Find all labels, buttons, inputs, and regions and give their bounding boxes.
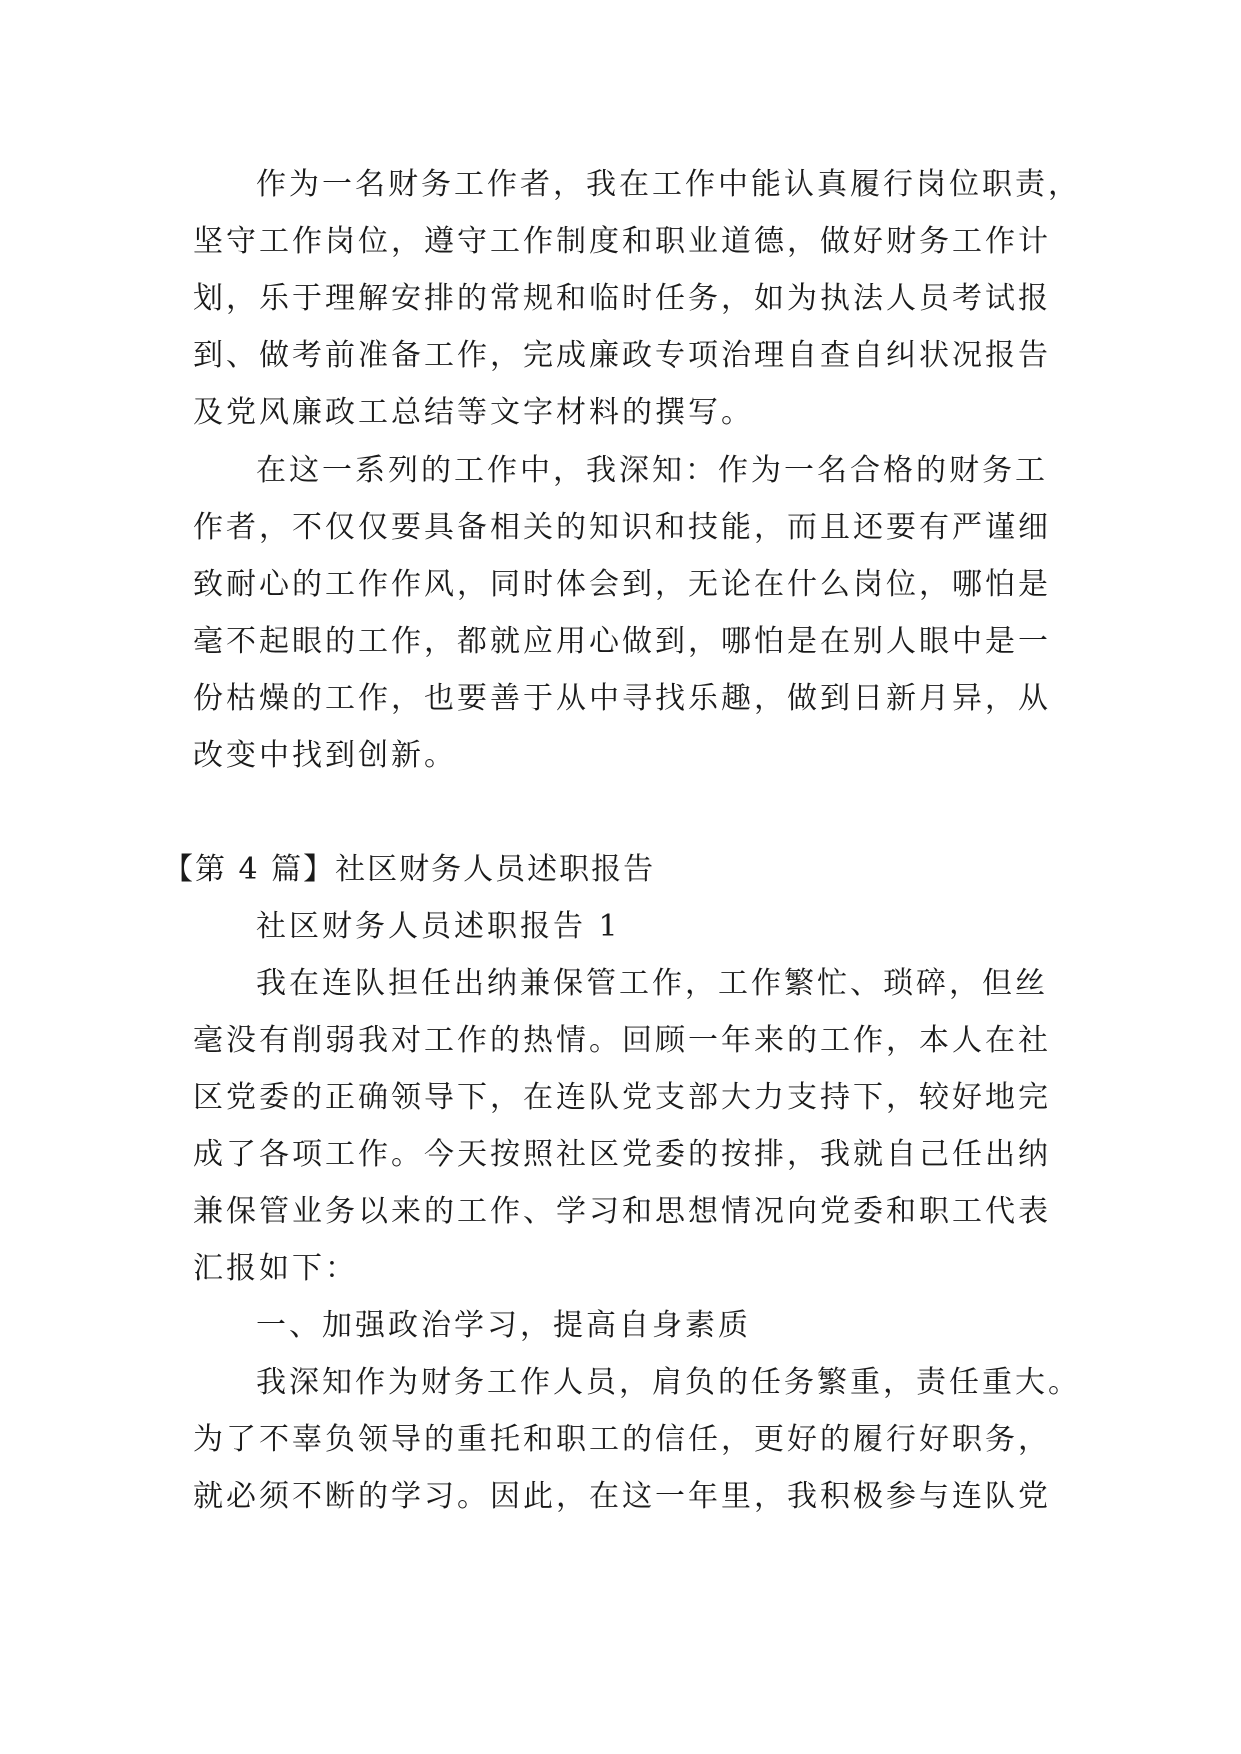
paragraph-line: 作为一名财务工作者，我在工作中能认真履行岗位职责， bbox=[256, 167, 1081, 202]
point-heading: 一、加强政治学习，提高自身素质 bbox=[256, 1308, 751, 1343]
paragraph-line: 毫不起眼的工作，都就应用心做到，哪怕是在别人眼中是一 bbox=[193, 624, 1051, 659]
paragraph-line: 毫没有削弱我对工作的热情。回顾一年来的工作，本人在社 bbox=[193, 1023, 1051, 1058]
section-heading: 【第 4 篇】社区财务人员述职报告 bbox=[163, 852, 656, 887]
paragraph-line: 成了各项工作。今天按照社区党委的按排，我就自己任出纳 bbox=[193, 1137, 1051, 1172]
paragraph-line: 我深知作为财务工作人员，肩负的任务繁重，责任重大。 bbox=[256, 1365, 1081, 1400]
paragraph-line: 致耐心的工作作风，同时体会到，无论在什么岗位，哪怕是 bbox=[193, 567, 1051, 602]
paragraph-line: 划，乐于理解安排的常规和临时任务，如为执法人员考试报 bbox=[193, 281, 1051, 316]
paragraph-line: 就必须不断的学习。因此，在这一年里，我积极参与连队党 bbox=[193, 1479, 1051, 1514]
paragraph-line: 在这一系列的工作中，我深知：作为一名合格的财务工 bbox=[256, 453, 1048, 488]
paragraph-line: 汇报如下： bbox=[193, 1251, 358, 1286]
paragraph-line: 我在连队担任出纳兼保管工作，工作繁忙、琐碎，但丝 bbox=[256, 966, 1048, 1001]
paragraph-line: 坚守工作岗位，遵守工作制度和职业道德，做好财务工作计 bbox=[193, 224, 1051, 259]
paragraph-line: 改变中找到创新。 bbox=[193, 738, 457, 773]
section-subtitle: 社区财务人员述职报告 1 bbox=[256, 909, 621, 944]
paragraph-line: 兼保管业务以来的工作、学习和思想情况向党委和职工代表 bbox=[193, 1194, 1051, 1229]
paragraph-line: 区党委的正确领导下，在连队党支部大力支持下，较好地完 bbox=[193, 1080, 1051, 1115]
paragraph-line: 作者，不仅仅要具备相关的知识和技能，而且还要有严谨细 bbox=[193, 510, 1051, 545]
paragraph-line: 到、做考前准备工作，完成廉政专项治理自查自纠状况报告 bbox=[193, 338, 1051, 373]
paragraph-line: 及党风廉政工总结等文字材料的撰写。 bbox=[193, 395, 754, 430]
paragraph-line: 为了不辜负领导的重托和职工的信任，更好的履行好职务， bbox=[193, 1422, 1051, 1457]
paragraph-line: 份枯燥的工作，也要善于从中寻找乐趣，做到日新月异，从 bbox=[193, 681, 1051, 716]
